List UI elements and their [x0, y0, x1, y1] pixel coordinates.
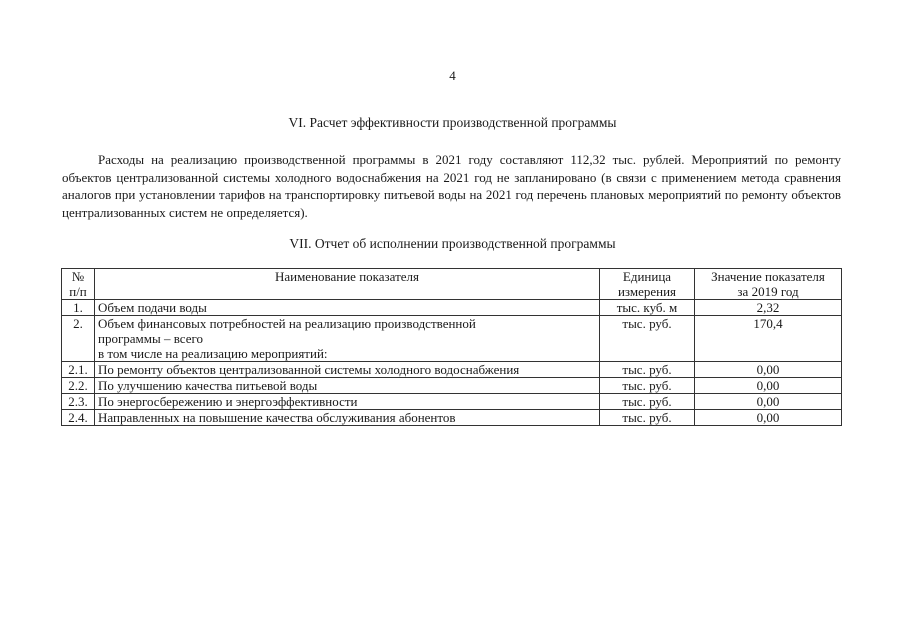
section-title-efficiency: VI. Расчет эффективности производственной программы	[288, 115, 617, 130]
row-unit: тыс. руб.	[600, 378, 695, 394]
row-unit: тыс. руб.	[600, 362, 695, 378]
header-name: Наименование показателя	[95, 269, 600, 300]
row-value: 0,00	[695, 362, 842, 378]
row-num: 2.4.	[62, 410, 95, 426]
header-value: Значение показателя за 2019 год	[695, 269, 842, 300]
report-table	[61, 268, 842, 426]
row-unit: тыс. руб.	[600, 316, 695, 362]
row-value: 0,00	[695, 394, 842, 410]
table-row	[62, 316, 842, 362]
row-num: 2.3.	[62, 394, 95, 410]
row-value: 170,4	[695, 316, 842, 362]
table-row	[62, 300, 842, 316]
page-number: 4	[449, 68, 456, 83]
header-num: № п/п	[62, 269, 95, 300]
row-unit: тыс. руб.	[600, 410, 695, 426]
table-row	[62, 394, 842, 410]
row-name: Объем финансовых потребностей на реализацию производственной программы – всего в том числе на реализацию мероприятий:	[95, 316, 600, 362]
row-name: По улучшению качества питьевой воды	[95, 378, 600, 394]
row-name: Направленных на повышение качества обслуживания абонентов	[95, 410, 600, 426]
row-num: 2.1.	[62, 362, 95, 378]
row-unit: тыс. куб. м	[600, 300, 695, 316]
table-row	[62, 410, 842, 426]
row-name: По энергосбережению и энергоэффективности	[95, 394, 600, 410]
expenses-paragraph: Расходы на реализацию производственной программы в 2021 году составляют 112,32 тыс. рублей. Мероприятий по ремонту объектов централизованной системы холодного водоснабжения на 2021 год не запланировано (в связи с применением метода сравнения аналогов при установлении тарифов на транспортировку питьевой воды на 2021 год перечень плановых мероприятий по ремонту объектов централизованных систем не определяется).	[62, 152, 841, 220]
row-value: 0,00	[695, 410, 842, 426]
row-num: 1.	[62, 300, 95, 316]
table-header-row	[62, 269, 842, 300]
row-name: Объем подачи воды	[95, 300, 600, 316]
row-value: 2,32	[695, 300, 842, 316]
header-unit: Единица измерения	[600, 269, 695, 300]
row-name: По ремонту объектов централизованной системы холодного водоснабжения	[95, 362, 600, 378]
row-unit: тыс. руб.	[600, 394, 695, 410]
row-value: 0,00	[695, 378, 842, 394]
table-row	[62, 362, 842, 378]
section-title-report: VII. Отчет об исполнении производственной программы	[289, 236, 616, 251]
row-num: 2.	[62, 316, 95, 362]
table-row	[62, 378, 842, 394]
row-num: 2.2.	[62, 378, 95, 394]
